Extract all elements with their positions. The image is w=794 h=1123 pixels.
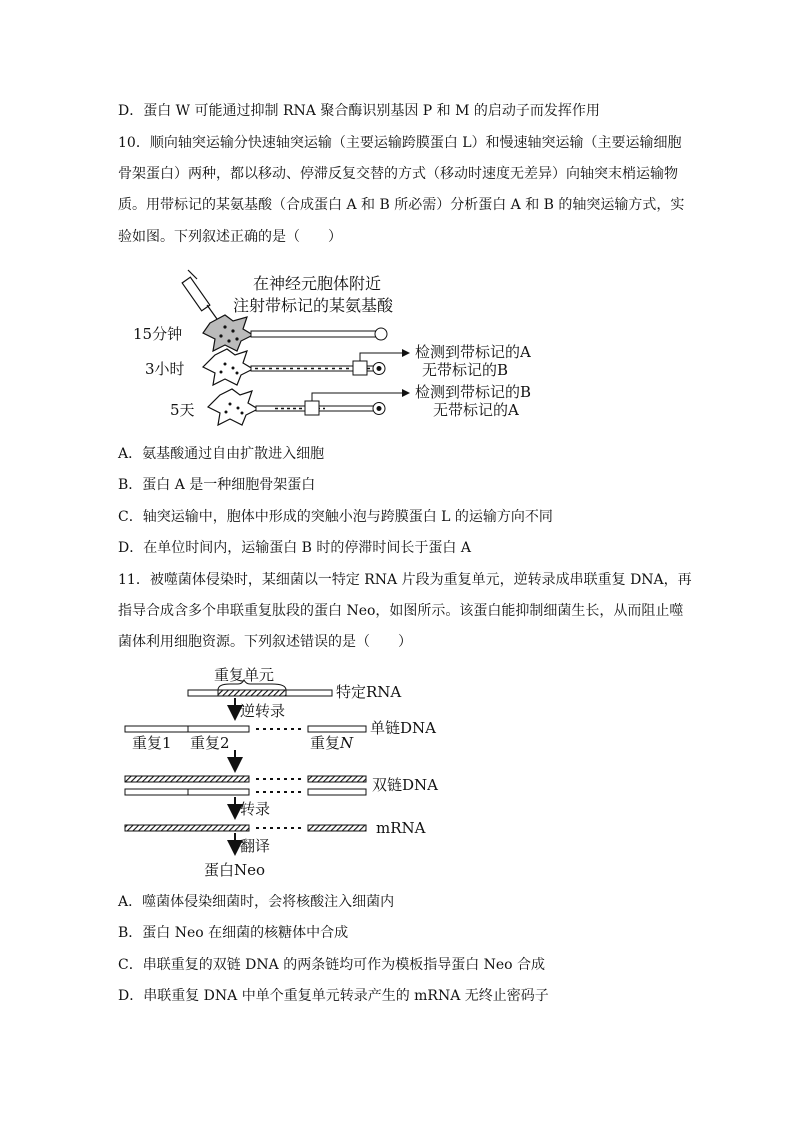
repeat-unit-label: 重复单元 [214,666,275,684]
inject-label-1: 在神经元胞体附近 [253,274,382,293]
q10-stem-line-4: 验如图。下列叙述正确的是（ ） [118,229,342,245]
time-label-3h: 3小时 [145,360,185,378]
transcription-label: 转录 [240,800,271,818]
q10-option-a: A．氨基酸通过自由扩散进入细胞 [118,446,325,462]
q11-option-a: A．噬菌体侵染细菌时，会将核酸注入细菌内 [118,894,395,910]
double-strand-dna [125,776,366,795]
q10-stem-line-3: 质。用带标记的某氨基酸（合成蛋白 A 和 B 所必需）分析蛋白 A 和 B 的轴突运输方式，实 [118,197,685,213]
repeat-2-label: 重复2 [190,734,230,752]
q10-option-d: D．在单位时间内，运输蛋白 B 时的停滞时间长于蛋白 A [118,540,471,556]
result-5d-line-2: 无带标记的A [433,401,519,419]
time-label-15min: 15分钟 [133,325,183,343]
neuron-15min [203,315,387,351]
mrna-label: mRNA [376,819,426,837]
reverse-transcription-label: 逆转录 [240,702,286,720]
specific-rna-strand [188,690,332,696]
q10-option-c: C．轴突运输中，胞体中形成的突触小泡与跨膜蛋白 L 的运输方向不同 [118,509,553,525]
protein-neo-label: 蛋白Neo [204,861,266,879]
repeat-n-label: 重复N [310,734,354,752]
q10-stem-line-2: 骨架蛋白）两种，都以移动、停滞反复交替的方式（移动时速度无差异）向轴突末梢运输物 [118,166,678,182]
syringe-icon [182,270,217,319]
ssdna-label: 单链DNA [370,719,436,737]
inject-label-2: 注射带标记的某氨基酸 [233,296,394,315]
q10-option-b: B．蛋白 A 是一种细胞骨架蛋白 [118,477,316,493]
q11-stem-line-1: 11．被噬菌体侵染时，某细菌以一特定 RNA 片段为重复单元，逆转录成串联重复 DNA，再 [118,572,692,588]
q10-stem-line-1: 10．顺向轴突运输分快速轴突运输（主要运输跨膜蛋白 L）和慢速轴突运输（主要运输细胞 [118,135,682,151]
result-3h-line-1: 检测到带标记的A [415,343,531,361]
specific-rna-label: 特定RNA [336,683,402,701]
repeat-1-label: 重复1 [132,734,172,752]
result-3h-line-2: 无带标记的B [422,361,509,379]
neuron-5d [208,389,409,425]
mrna-strand [125,825,366,831]
q11-neo-figure [120,662,460,882]
translation-label: 翻译 [240,837,271,855]
q11-option-c: C．串联重复的双链 DNA 的两条链均可作为模板指导蛋白 Neo 合成 [118,957,546,973]
neuron-3h [203,349,409,385]
q11-option-b: B．蛋白 Neo 在细菌的核糖体中合成 [118,925,349,941]
dsdna-label: 双链DNA [372,776,438,794]
q9-option-d: D．蛋白 W 可能通过抑制 RNA 聚合酶识别基因 P 和 M 的启动子而发挥作用 [118,103,600,119]
result-5d-line-1: 检测到带标记的B [415,383,532,401]
q11-stem-line-3: 菌体利用细胞资源。下列叙述错误的是（ ） [118,634,412,650]
time-label-5d: 5天 [170,401,195,419]
q10-axon-transport-figure [125,265,595,430]
q11-option-d: D．串联重复 DNA 中单个重复单元转录产生的 mRNA 无终止密码子 [118,988,549,1004]
q11-stem-line-2: 指导合成含多个串联重复肽段的蛋白 Neo，如图所示。该蛋白能抑制细菌生长，从而阻止噬 [118,603,684,619]
single-strand-dna [125,726,366,732]
